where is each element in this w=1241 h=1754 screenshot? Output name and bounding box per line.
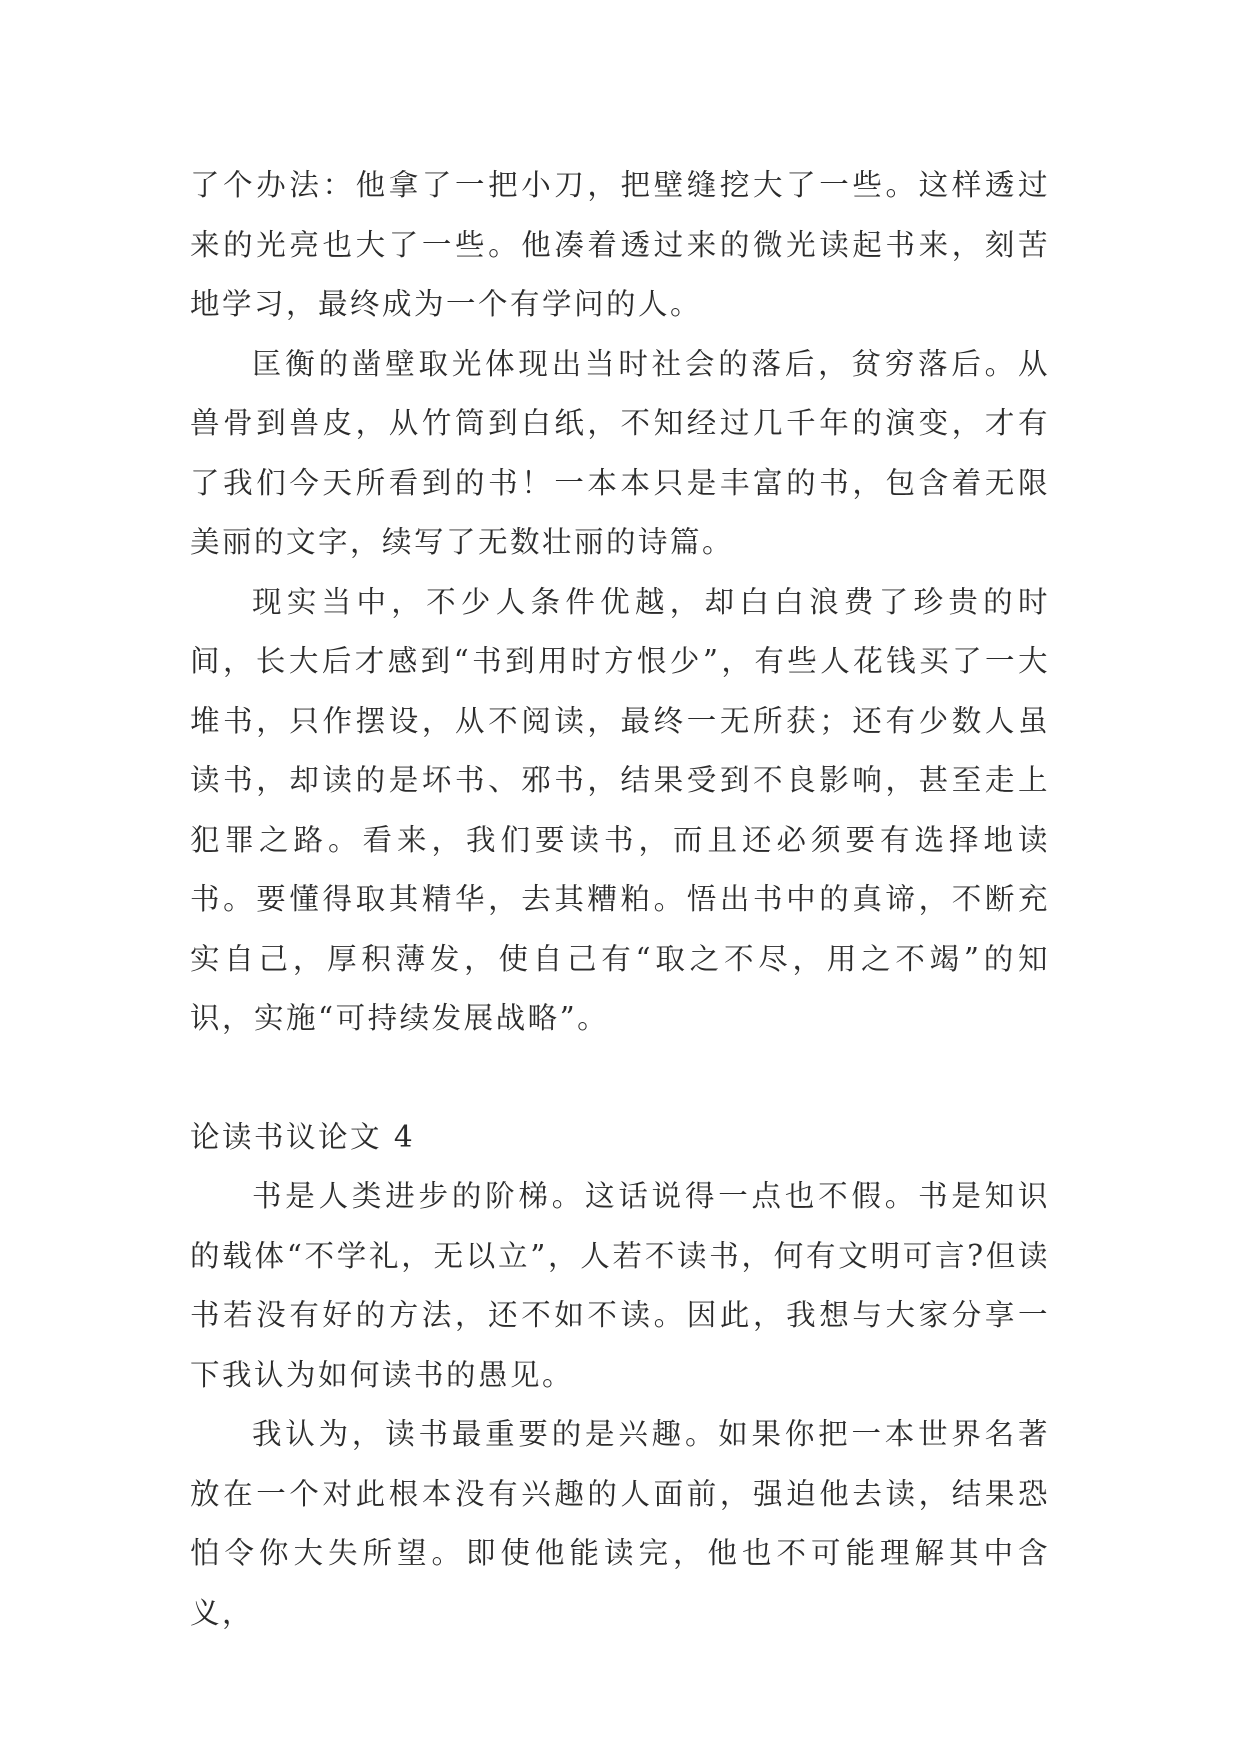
section-heading: 论读书议论文 4 <box>190 1119 416 1154</box>
paragraph-interest: 我认为，读书最重要的是兴趣。如果你把一本世界名著放在一个对此根本没有兴趣的人面前，强迫他去读，结果恐怕令你大失所望。即使他能读完，他也不可能理解其中含义， <box>190 1417 1050 1630</box>
paragraph-reality: 现实当中，不少人条件优越，却白白浪费了珍贵的时间，长大后才感到“书到用时方恨少”，有些人花钱买了一大堆书，只作摆设，从不阅读，最终一无所获；还有少数人虽读书，却读的是坏书、邪书，结果受到不良影响，甚至走上犯罪之路。看来，我们要读书，而且还必须要有选择地读书。要懂得取其精华，去其糟粕。悟出书中的真谛，不断充实自己，厚积薄发，使自己有“取之不尽，用之不竭”的知识，实施“可持续发展战略”。 <box>190 584 1050 1035</box>
paragraph-continuation: 了个办法：他拿了一把小刀，把壁缝挖大了一些。这样透过来的光亮也大了一些。他凑着透过来的微光读起书来，刻苦地学习，最终成为一个有学问的人。 <box>190 168 1050 321</box>
paragraph-book-ladder: 书是人类进步的阶梯。这话说得一点也不假。书是知识的载体“不学礼，无以立”，人若不读书，何有文明可言?但读书若没有好的方法，还不如不读。因此，我想与大家分享一下我认为如何读书的愚见。 <box>190 1179 1050 1392</box>
document-body <box>190 156 1050 1643</box>
paragraph-kuang-heng: 匡衡的凿壁取光体现出当时社会的落后，贫穷落后。从兽骨到兽皮，从竹筒到白纸，不知经过几千年的演变，才有了我们今天所看到的书！一本本只是丰富的书，包含着无限美丽的文字，续写了无数壮丽的诗篇。 <box>190 346 1050 559</box>
